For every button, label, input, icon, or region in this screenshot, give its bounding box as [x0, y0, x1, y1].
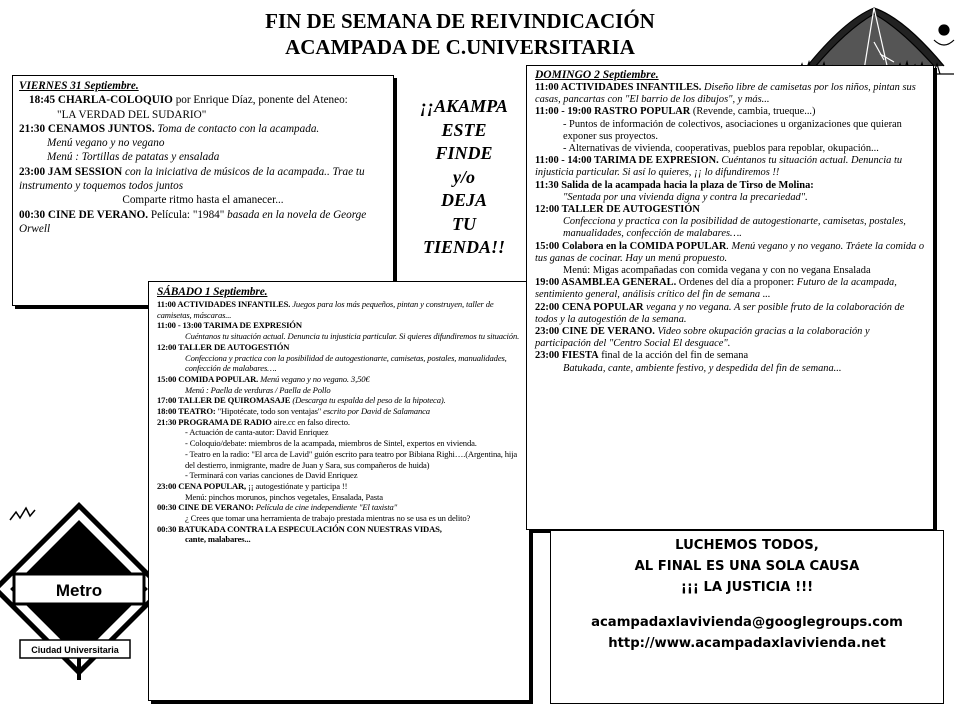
title-line-1: FIN DE SEMANA DE REIVINDICACIÓN	[265, 9, 655, 33]
viernes-box	[12, 75, 394, 306]
viernes-event-1: 18:45 CHARLA-COLOQUIO por Enrique Díaz, ponente del Ateneo: "LA VERDAD DEL SUDARIO"	[29, 94, 348, 121]
luchemos-line-3: ¡¡¡ LA JUSTICIA !!!	[680, 580, 814, 595]
domingo-event-5: 12:00 TALLER DE AUTOGESTIÓN Confecciona y practica con la posibilidad de autogestionarte, camisetas, postales, manualidades, confección de malabares….	[535, 204, 906, 240]
metro-sign-illustration	[0, 490, 150, 680]
viernes-heading: VIERNES 31 Septiembre.	[19, 80, 139, 92]
sabado-event-3: 12:00 TALLER DE AUTOGESTIÓN Confecciona y practica con la posibilidad de autogestionarte, camisetas, postales, manualidades, confección de malabares….	[157, 341, 507, 374]
domingo-event-8: 22:00 CENA POPULAR vegana y no vegana. A ser posible fruto de la colaboración de todos y la autogestión de la semana.	[535, 301, 905, 325]
contact-email-link[interactable]: acampadaxlavivienda@googlegroups.com	[591, 615, 903, 630]
sabado-event-9: 00:30 CINE DE VERANO: Película de cine independiente "El taxista" ¿ Crees que tomar una herramienta de trabajo prestada mientras no se usa es un delito?	[157, 502, 471, 524]
domingo-event-6: 15:00 Colabora en la COMIDA POPULAR. Menú vegano y no vegano. Tráete la comida o tus ganas de cocinar. Hay un menú propuesto. Menú: Migas acompañadas con comida vegana y con no vegana Ensalada	[535, 240, 925, 277]
viernes-event-3: 23:00 JAM SESSION con la iniciativa de músicos de la acampada.. Trae tu instrumento y toquemos todos juntos Comparte ritmo hasta el amanecer...	[19, 165, 365, 207]
domingo-box	[526, 65, 934, 530]
luchemos-line-2: AL FINAL ES UNA SOLA CAUSA	[634, 559, 860, 574]
sabado-event-2: 11:00 - 13:00 TARIMA DE EXPRESIÓN Cuéntanos tu situación actual. Denuncia tu injusticia particular. Si quieres difundiremos tu situación.	[157, 320, 520, 342]
domingo-heading: DOMINGO 2 Septiembre.	[535, 69, 659, 81]
viernes-event-2: 21:30 CENAMOS JUNTOS. Toma de contacto con la acampada. Menú vegano y no vegano Menú : Tortillas de patatas y ensalada	[19, 122, 320, 164]
sabado-event-7: 21:30 PROGRAMA DE RADIO aire.cc en falso directo. - Actuación de canta-autor: David Enriquez - Coloquio/debate: miembros de la acampada, miembros de Sintel, expertos en vivienda. - Teatro en la radio: "El arca de Lavid" guión escrito para teatro por Bibiana Righi….(Argentina, hija del destierro, inmigrante, madre de Juan y Sara, sus compañeros de huida) - Terminará con varias canciones de David Enriquez	[157, 416, 518, 481]
title-line-2: ACAMPADA DE C.UNIVERSITARIA	[285, 35, 635, 59]
domingo-event-3: 11:00 - 14:00 TARIMA DE EXPRESION. Cuéntanos tu situación actual. Denuncia tu injusticia particular. Si así lo quieres, ¡¡ lo difundiremos !!	[535, 155, 903, 179]
viernes-event-4: 00:30 CINE DE VERANO. Película: "1984" basada en la novela de George Orwell	[19, 208, 367, 235]
sabado-event-5: 17:00 TALLER DE QUIROMASAJE (Descarga tu espalda del peso de la hipoteca).	[157, 395, 446, 406]
domingo-event-9: 23:00 CINE DE VERANO. Video sobre okupación gracias a la colaboración y participación del "Centro Social El desguace".	[535, 326, 870, 350]
metro-station: Ciudad Universitaria	[31, 645, 119, 655]
sabado-event-8: 23:00 CENA POPULAR, ¡¡ autogestiónate y participa !! Menú: pinchos morunos, pinchos vegetales, Ensalada, Pasta	[157, 480, 383, 502]
domingo-event-2: 11:00 - 19:00 RASTRO POPULAR (Revende, cambia, trueque...) - Puntos de información de colectivos, asociaciones u organizaciones que quieran exponer sus proyectos. - Alternativas de vivienda, cooperativas, pueblos para repoblar, okupación...	[535, 106, 902, 155]
domingo-event-10: 23:00 FIESTA final de la acción del fin de semana Batukada, cante, ambiente festivo, y despedida del fin de semana...	[535, 350, 842, 374]
sabado-event-4: 15:00 COMIDA POPULAR. Menú vegano y no vegano. 3,50€ Menú : Paella de verduras / Paella de Pollo	[157, 373, 370, 395]
sabado-box	[148, 281, 530, 701]
website-link[interactable]: http://www.acampadaxlavivienda.net	[608, 636, 886, 651]
sabado-event-10: 00:30 BATUKADA CONTRA LA ESPECULACIÓN CON NUESTRAS VIDAS, cante, malabares...	[157, 523, 442, 545]
luchemos-box	[550, 530, 944, 704]
domingo-event-4: 11:30 Salida de la acampada hacia la plaza de Tirso de Molina: "Sentada por una vivienda digna y contra la precariedad".	[535, 179, 814, 203]
domingo-event-1: 11:00 ACTIVIDADES INFANTILES. Diseño libre de camisetas por los niños, pintan sus casas, pancartas con "El barrio de los dibujos", y más...	[535, 82, 916, 106]
domingo-event-7: 19:00 ASAMBLEA GENERAL. Ordenes del día a proponer: Futuro de la acampada, sentimiento general, análisis crítico del fin de semana ...	[535, 277, 897, 301]
slogan: ¡¡AKAMPA ESTE FINDE y/o DEJA TU TIENDA!!	[420, 96, 508, 257]
sabado-event-6: 18:00 TEATRO: "Hipotécate, todo son ventajas" escrito por David de Salamanca	[157, 406, 430, 417]
luchemos-line-1: LUCHEMOS TODOS,	[675, 538, 819, 553]
sabado-heading: SÁBADO 1 Septiembre.	[157, 286, 268, 298]
sabado-event-1: 11:00 ACTIVIDADES INFANTILES. Juegos para los más pequeños, pintan y construyen, taller de camisetas, máscaras...	[157, 299, 494, 320]
page-title	[180, 8, 740, 60]
metro-brand: Metro	[55, 581, 103, 600]
